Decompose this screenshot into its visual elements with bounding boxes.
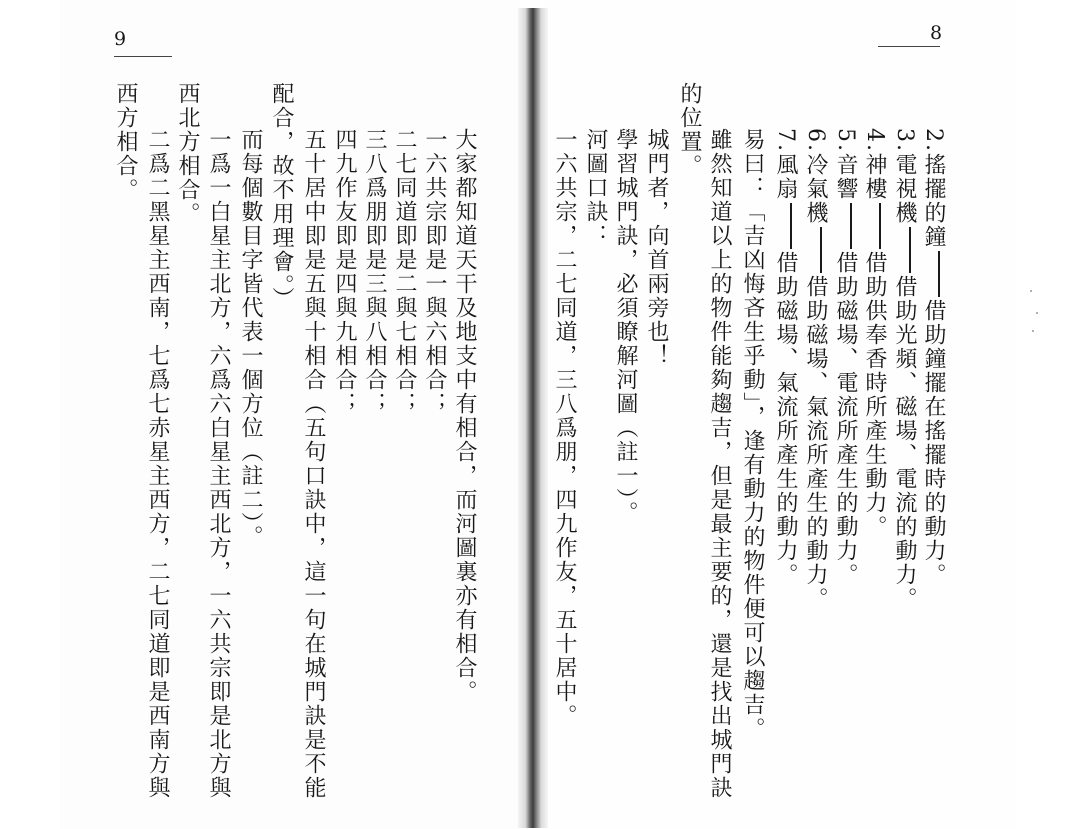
- list-item-dash: [850, 203, 852, 249]
- list-item: [772, 128, 798, 587]
- list-item-number: 7.: [773, 128, 798, 153]
- text-column: 一六共宗即是一與六相合；: [422, 128, 447, 416]
- list-item-dash: [909, 227, 911, 273]
- list-item-name: 電視機: [892, 153, 917, 225]
- list-item-desc: 借助磁場、氣流所產生的動力。: [773, 251, 798, 587]
- list-item-desc: 借助供奉香時所產生動力。: [862, 251, 887, 539]
- page-number-left: 9: [114, 28, 127, 50]
- list-item-dash: [879, 203, 881, 249]
- list-item-dash: [938, 251, 940, 297]
- list-item: [861, 128, 887, 539]
- list-item-dash: [820, 227, 822, 273]
- text-column: 四九作友即是四與九相合；: [332, 128, 357, 416]
- text-column: 而每個數目字皆代表一個方位（註二）。: [238, 128, 263, 549]
- list-item: [802, 128, 828, 611]
- list-item-number: 5.: [833, 128, 858, 153]
- text-column: 河圖口訣：: [583, 128, 608, 248]
- list-item-name: 冷氣機: [803, 153, 828, 225]
- scan-speck: [1032, 330, 1034, 332]
- text-column: 西方相合。: [113, 82, 138, 202]
- header-rule-right: [878, 46, 940, 47]
- list-item-name: 搖擺的鐘: [921, 153, 946, 249]
- list-item-desc: 借助鐘擺在搖擺時的動力。: [921, 299, 946, 587]
- list-item-name: 神樓: [862, 153, 887, 201]
- text-column: 一爲一白星主北方，六爲六白星主西北方，一六共宗即是北方與: [206, 128, 231, 800]
- text-column: 的位置。: [677, 82, 702, 178]
- list-item-desc: 借助磁場、電流所產生的動力。: [833, 251, 858, 587]
- list-item-name: 風扇: [773, 153, 798, 201]
- text-column: 配合，故不用理會。）: [269, 82, 294, 311]
- header-rule-left: [114, 56, 172, 57]
- text-column: 一六共宗，二七同道，三八爲朋，四九作友，五十居中。: [552, 128, 577, 728]
- text-column: 大家都知道天干及地支中有相合，而河圖裏亦有相合。: [452, 128, 477, 704]
- list-item-dash: [790, 203, 792, 249]
- text-column: 雖然知道以上的物件能夠趨吉，但是最主要的，還是找出城門訣: [707, 128, 732, 800]
- list-item-desc: 借助光頻、磁場、電流的動力。: [892, 275, 917, 611]
- list-item-number: 3.: [892, 128, 917, 153]
- list-item-name: 音響: [833, 153, 858, 201]
- list-item: [832, 128, 858, 587]
- text-column: 西北方相合。: [175, 82, 200, 226]
- scan-speck: [1030, 290, 1032, 292]
- list-item-desc: 借助磁場、氣流所產生的動力。: [803, 275, 828, 611]
- text-column: 三八爲朋即是三與八相合；: [362, 128, 387, 416]
- list-item-number: 4.: [862, 128, 887, 153]
- book-gutter: [518, 8, 548, 828]
- text-column: 易曰：「吉凶悔吝生乎動」，逢有動力的物件便可以趨吉。: [740, 128, 765, 741]
- list-item-number: 6.: [803, 128, 828, 153]
- text-column: 城門者，向首兩旁也！: [644, 128, 669, 368]
- page-number-right: 8: [930, 22, 943, 44]
- list-item-number: 2.: [921, 128, 946, 153]
- text-column: 學習城門訣，必須瞭解河圖（註一）。: [613, 128, 638, 525]
- list-item: [891, 128, 917, 611]
- text-column: 五十居中即是五與十相合（五句口訣中，這一句在城門訣是不能: [301, 128, 326, 800]
- text-column: 二七同道即是二與七相合；: [392, 128, 417, 416]
- scan-speck: [1036, 312, 1038, 314]
- list-item: [920, 128, 946, 587]
- text-column: 二爲二黑星主西南，七爲七赤星主西方，二七同道即是西南方與: [145, 128, 170, 800]
